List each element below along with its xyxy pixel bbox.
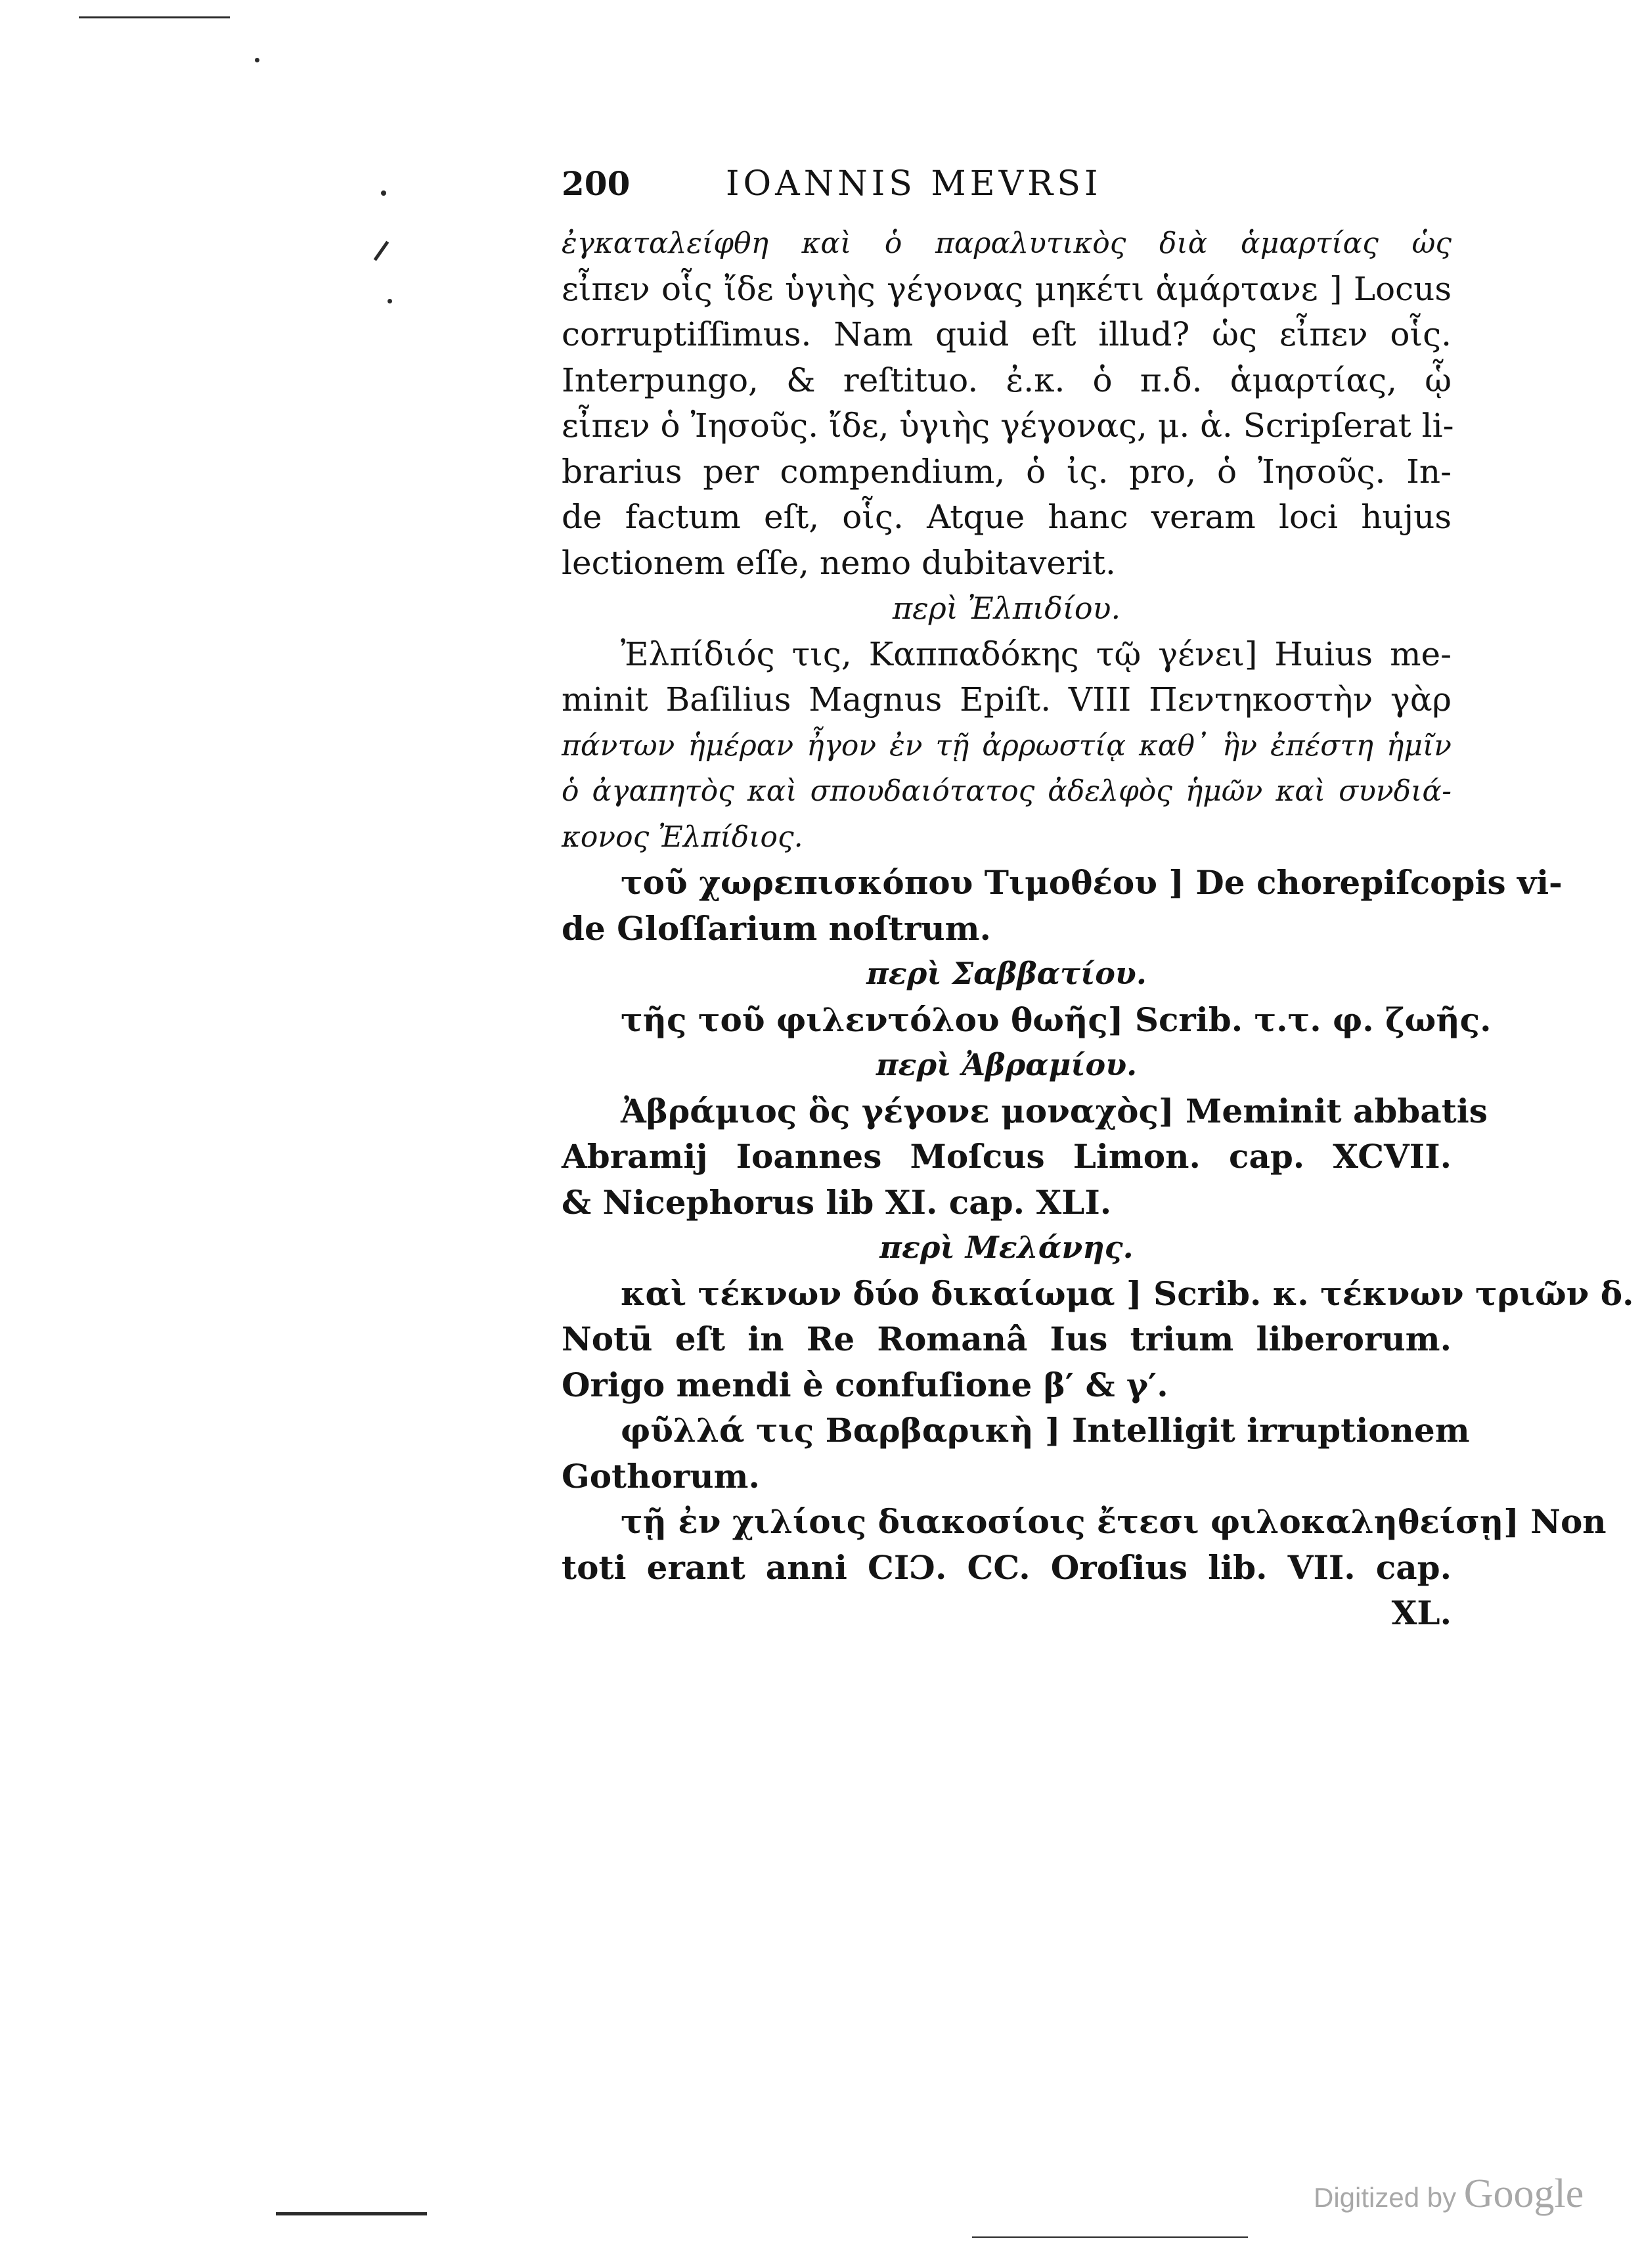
page-header: [562, 164, 1452, 221]
text-line: Ἀβράμιος ὃς γέγονε μοναχὸς] Meminit abbatis: [621, 1091, 1488, 1130]
text-line: τῆς τοῦ φιλεντόλου θωῆς] Scrib. τ.τ. φ. ζωῆς.: [621, 1000, 1492, 1039]
text-line: φῦλλά τις Βαρβαρικὴ ] Intelligit irruptionem: [621, 1411, 1470, 1450]
book-page: [562, 164, 1634, 1636]
text-line: lectionem eſſe, nemo dubitaverit.: [562, 543, 1116, 582]
text-line: τῇ ἐν χιλίοις διακοσίοις ἔτεσι φιλοκαληθείσῃ] Non: [621, 1502, 1607, 1541]
scan-tick: [374, 241, 389, 261]
text-line: Abramij Ioannes Moſcus Limon. cap. XCVII.: [562, 1137, 1452, 1176]
text-line: de Gloſſarium noſtrum.: [562, 908, 991, 948]
scan-dot: [388, 299, 392, 303]
text-line: καὶ τέκνων δύο δικαίωμα ] Scrib. κ. τέκνων τριῶν δ.: [621, 1274, 1634, 1313]
section-heading: περὶ Ἐλπιδίου.: [892, 590, 1121, 626]
text-line: corruptiſſimus. Nam quid eſt illud? ὡς εἶπεν οἷς.: [562, 315, 1452, 353]
scan-dot: [255, 58, 259, 62]
text-line: Ἐλπίδιός τις, Καππαδόκης τῷ γένει] Huius me-: [621, 634, 1452, 673]
page-body: [562, 221, 1634, 1636]
digitized-by-label: Digitized by: [1314, 2182, 1457, 2213]
text-line: Notū eſt in Re Romanâ Ius trium liberorum.: [562, 1320, 1452, 1358]
text-line: ὁ ἀγαπητὸς καὶ σπουδαιότατος ἀδελφὸς ἡμῶν καὶ συνδιά-: [562, 774, 1452, 808]
text-line: ἐγκαταλείφθη καὶ ὁ παραλυτικὸς διὰ ἁμαρτίας ὡς: [562, 227, 1452, 260]
text-line: τοῦ χωρεπισκόπου Τιμοθέου ] De chorepiſcopis vi-: [621, 863, 1563, 902]
text-line: toti erant anni CIƆ. CC. Oroſius lib. VII. cap.: [562, 1547, 1452, 1587]
text-line: minit Baſilius Magnus Epiſt. VIII Πεντηκοστὴν γὰρ: [562, 680, 1452, 719]
digitization-watermark: [1314, 2171, 1584, 2217]
text-line: εἶπεν οἷς ἴδε ὑγιὴς γέγονας μηκέτι ἁμάρτανε ] Locus: [562, 269, 1452, 308]
scan-edge-line: [79, 16, 230, 18]
text-line: Interpungo, & reſtituo. ἐ.κ. ὁ π.δ. ἁμαρτίας, ᾧ: [562, 361, 1452, 399]
scan-edge-line: [972, 2236, 1248, 2238]
scan-dot: [381, 190, 386, 196]
text-line: κονος Ἐλπίδιος.: [562, 820, 803, 854]
google-logo: Google: [1463, 2171, 1584, 2216]
text-line: de factum eſt, οἷς. Atque hanc veram loci hujus: [562, 498, 1452, 536]
text-line: XL.: [1391, 1593, 1452, 1632]
section-heading: περὶ Μελάνης.: [879, 1230, 1134, 1265]
text-line: πάντων ἡμέραν ἦγον ἐν τῇ ἀρρωστίᾳ καθ᾽ ἣν ἐπέστη ἡμῖν: [562, 728, 1452, 763]
page-number: 200: [562, 164, 631, 203]
section-heading: περὶ Σαββατίου.: [866, 956, 1147, 991]
text-line: Origo mendi è confuſione β′ & γ′.: [562, 1365, 1168, 1404]
text-line: & Nicephorus lib XI. cap. XLI.: [562, 1182, 1112, 1222]
text-line: Gothorum.: [562, 1456, 760, 1496]
text-line: εἶπεν ὁ Ἰησοῦς. ἴδε, ὑγιὴς γέγονας, μ. ἁ. Scripſerat li-: [562, 407, 1454, 445]
text-line: brarius per compendium, ὁ ἰς. pro, ὁ Ἰησοῦς. In-: [562, 452, 1452, 491]
running-title: IOANNIS MEVRSI: [726, 164, 1102, 204]
scan-edge-line: [276, 2212, 427, 2215]
section-heading: περὶ Ἀβραμίου.: [876, 1047, 1138, 1082]
